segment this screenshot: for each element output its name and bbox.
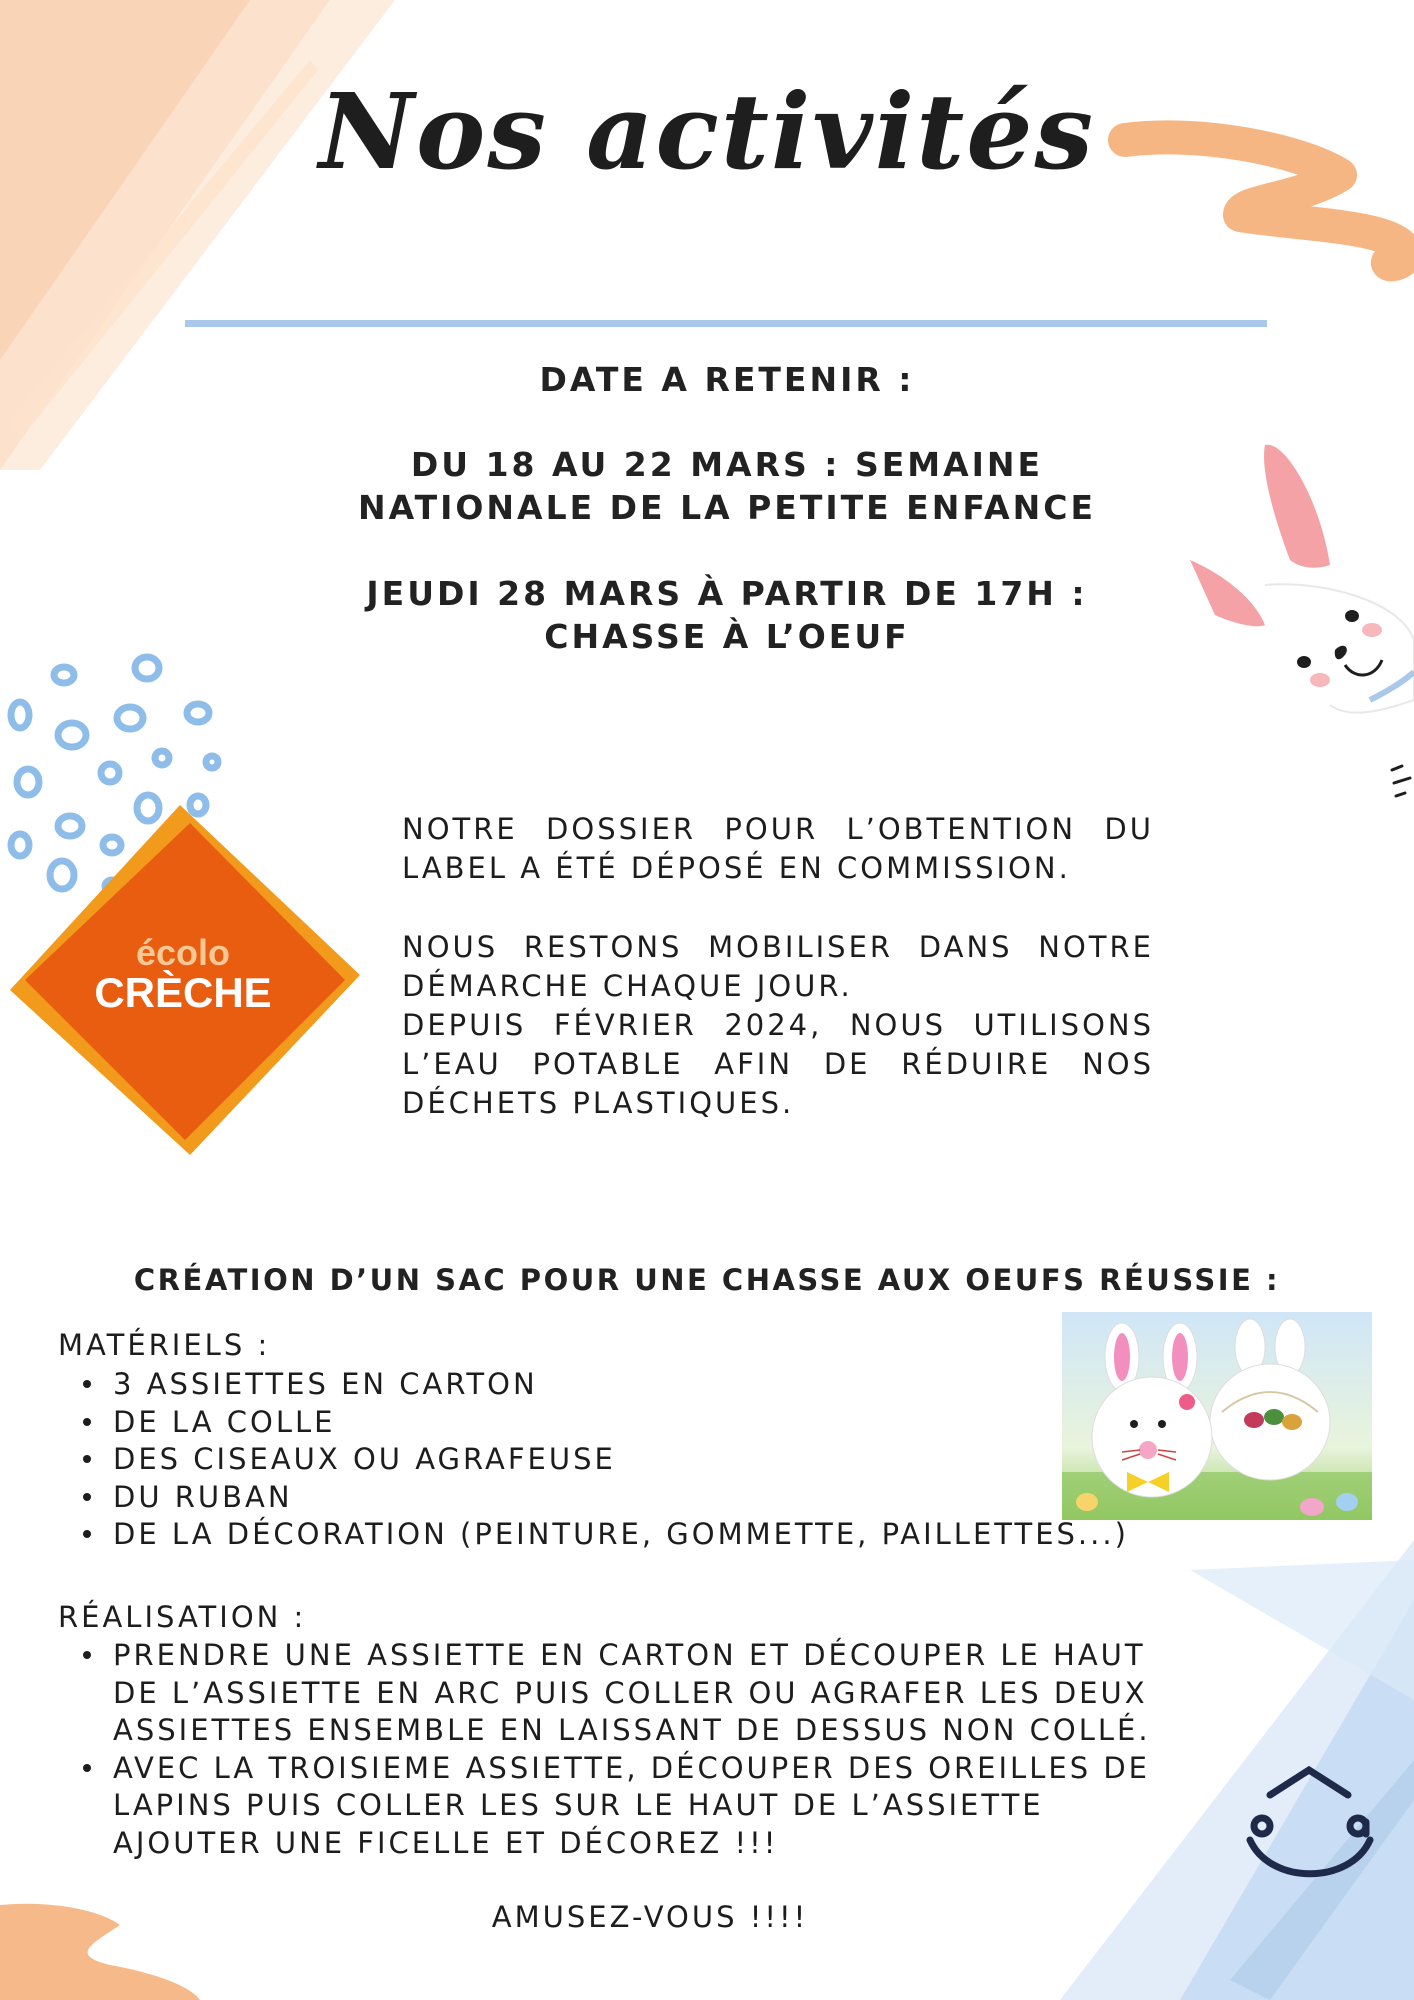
step-item: PRENDRE UNE ASSIETTE EN CARTON ET DÉCOUPER LE HAUT DE L’ASSIETTE EN ARC PUIS COLLER OU AGRAFER LES DEUX ASSIETTES ENSEMBLE EN LAISSANT DE DESSUS NON COLLÉ. — [113, 1638, 1151, 1747]
materials-label: MATÉRIELS : — [58, 1328, 271, 1362]
list-item — [58, 1750, 1183, 1863]
material-item: DE LA COLLE — [113, 1404, 336, 1439]
water-paragraph: DEPUIS FÉVRIER 2024, NOUS UTILISONS L’EAU POTABLE AFIN DE RÉDUIRE NOS DÉCHETS PLASTIQUES. — [402, 1008, 1154, 1120]
closing-text: AMUSEZ-VOUS !!!! — [491, 1900, 809, 1934]
bullet-icon — [83, 1418, 91, 1426]
list-item — [58, 1366, 1129, 1404]
bullet-icon — [83, 1651, 91, 1659]
bullet-icon — [83, 1455, 91, 1463]
label-paragraph: NOTRE DOSSIER POUR L’OBTENTION DU LABEL A ÉTÉ DÉPOSÉ EN COMMISSION. — [402, 812, 1154, 885]
material-item: 3 ASSIETTES EN CARTON — [113, 1367, 538, 1401]
list-item — [58, 1637, 1183, 1750]
list-item — [58, 1441, 1129, 1479]
event-1-line-2: NATIONALE DE LA PETITE ENFANCE — [357, 488, 1097, 527]
bullet-icon — [83, 1530, 91, 1538]
bullet-icon — [83, 1380, 91, 1388]
page-title: Nos activités — [318, 70, 1096, 193]
event-2-line-2: CHASSE À L’OEUF — [544, 617, 910, 656]
bullet-icon — [83, 1764, 91, 1772]
material-item: DE LA DÉCORATION (PEINTURE, GOMMETTE, PAILLETTES...) — [113, 1517, 1129, 1551]
ecolo-creche-logo — [5, 795, 375, 1165]
creation-title: CRÉATION D’UN SAC POUR UNE CHASSE AUX OEUFS RÉUSSIE : — [133, 1263, 1281, 1297]
bullet-icon — [83, 1493, 91, 1501]
steps-list — [58, 1637, 1183, 1862]
divider-line — [185, 320, 1267, 327]
logo-word-ecolo: écolo — [135, 932, 231, 973]
list-item — [58, 1516, 1129, 1554]
step-item: AVEC LA TROISIEME ASSIETTE, DÉCOUPER DES OREILLES DE LAPINS PUIS COLLER LES SUR LE HAUT DE L’ASSIETTE AJOUTER UNE FICELLE ET DÉCOREZ !!! — [113, 1750, 1150, 1860]
dates-heading: DATE A RETENIR : — [539, 360, 915, 399]
material-item: DES CISEAUX OU AGRAFEUSE — [113, 1442, 616, 1476]
steps-label: RÉALISATION : — [58, 1600, 307, 1634]
materials-list — [58, 1366, 1129, 1554]
list-item — [58, 1479, 1129, 1517]
bunny-illustration — [1190, 445, 1414, 796]
logo-word-creche: CRÈCHE — [94, 969, 272, 1016]
event-1-line-1: DU 18 AU 22 MARS : SEMAINE — [410, 445, 1044, 484]
mobilisation-paragraph: NOUS RESTONS MOBILISER DANS NOTRE DÉMARCHE CHAQUE JOUR. — [402, 930, 1154, 1003]
material-item: DU RUBAN — [113, 1479, 293, 1514]
event-2-line-1: JEUDI 28 MARS À PARTIR DE 17H : — [366, 574, 1088, 613]
list-item — [58, 1404, 1129, 1442]
